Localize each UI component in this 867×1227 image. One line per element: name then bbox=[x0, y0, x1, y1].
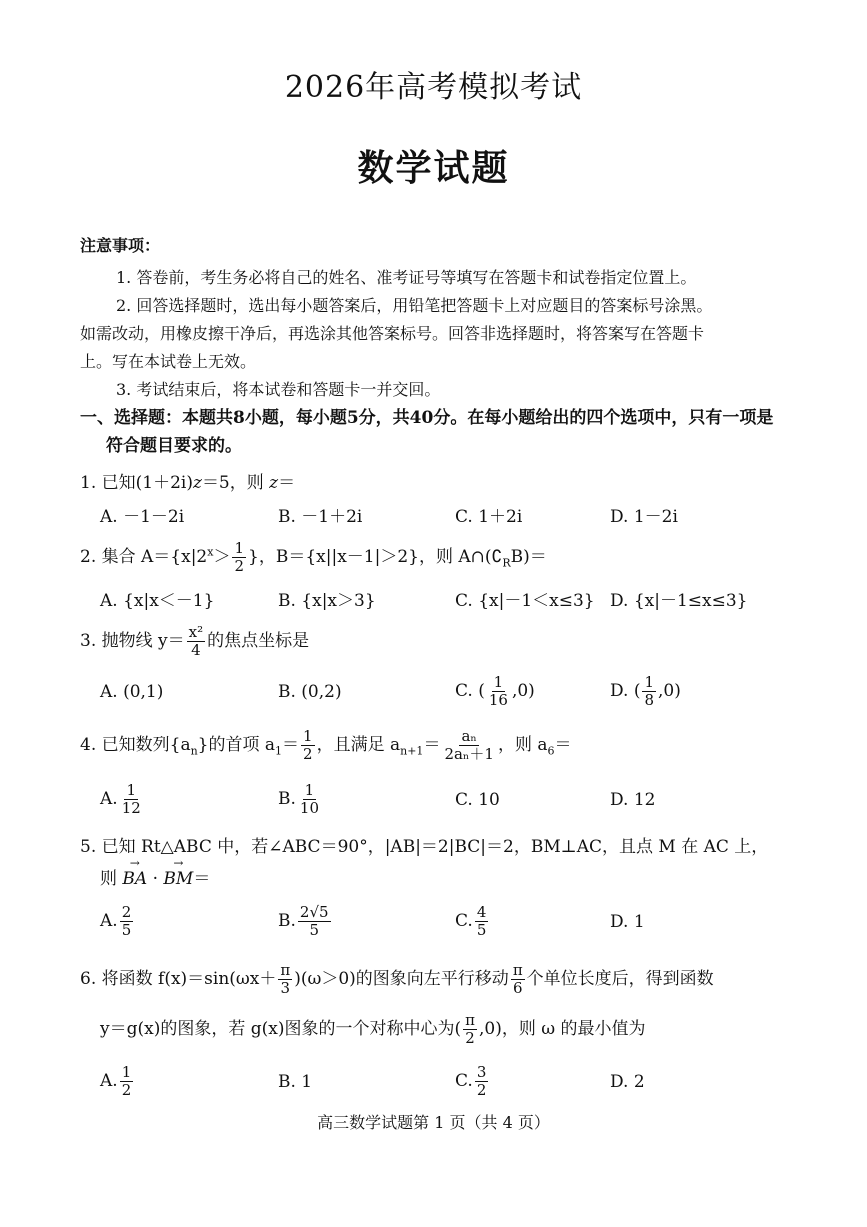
fraction: $\frac{\text{x²}}{4}$ bbox=[188, 623, 204, 659]
fraction: $\frac{\text{aₙ}}{\text{2aₙ＋1}}$ bbox=[444, 727, 494, 763]
fraction: $\frac{1}{10}$ bbox=[299, 781, 319, 817]
question-3-option-a: A. (0,1) bbox=[100, 682, 164, 702]
notice-line-1: 1. 答卷前，考生务必将自己的姓名、准考证号等填写在答题卡和试卷指定位置上。 bbox=[116, 268, 697, 287]
question-5-option-b: B. $\frac{2√5}{5}$ bbox=[278, 903, 329, 939]
vector-bm: → BM bbox=[163, 869, 193, 889]
fraction: $\frac{\pi}{6}$ bbox=[512, 961, 523, 997]
question-6-option-b: B. 1 bbox=[278, 1072, 313, 1092]
question-3-option-b: B. (0,2) bbox=[278, 682, 342, 702]
question-5-option-d: D. 1 bbox=[610, 912, 645, 932]
question-5-line-2: 则 → BA · → BM＝ bbox=[100, 864, 210, 889]
question-5-option-a: A. $\frac{2}{5}$ bbox=[100, 903, 132, 939]
question-6-option-c: C. $\frac{3}{2}$ bbox=[455, 1063, 487, 1099]
page-footer: 高三数学试题第 1 页（共 4 页） bbox=[317, 1113, 550, 1132]
notice-line-2-cont: 如需改动，用橡皮擦干净后，再选涂其他答案标号。回答非选择题时，将答案写在答题卡 bbox=[80, 324, 705, 343]
notice-line-2-end: 上。写在本试卷上无效。 bbox=[80, 352, 257, 371]
question-3-option-c: C. ( $\frac{1}{16}$ ,0) bbox=[455, 673, 535, 709]
fraction: $\frac{3}{2}$ bbox=[476, 1063, 487, 1099]
question-2-option-a: A. {x|x＜－1} bbox=[100, 591, 215, 611]
notice-line-3: 3. 考试结束后，将本试卷和答题卡一并交回。 bbox=[116, 380, 441, 399]
notice-line-2: 2. 回答选择题时，选出每小题答案后，用铅笔把答题卡上对应题目的答案标号涂黑。 bbox=[116, 296, 713, 315]
question-5-line-1: 5. 已知 Rt△ABC 中，若∠ABC＝90°，|AB|＝2|BC|＝2，BM⊥AC，且点 M 在 AC 上， bbox=[80, 837, 769, 857]
question-4-option-d: D. 12 bbox=[610, 790, 656, 810]
question-4-stem: 4. 已知数列$\{a_n\}$的首项 $a_1=$ $\frac{1}{2}$ ，且满足 $a_{n+1}=$ $\frac{\text{aₙ}}{\text{2aₙ＋1}}$ ，则 $a_6=$ bbox=[80, 727, 572, 763]
section-heading: 一、选择题：本题共8小题，每小题5分，共40分。在每小题给出的四个选项中，只有一项是 bbox=[80, 408, 774, 428]
question-2-option-b: B. {x|x＞3} bbox=[278, 591, 376, 611]
subject-title: 数学试题 bbox=[357, 147, 510, 189]
question-1-option-c: C. 1＋2i bbox=[455, 507, 523, 527]
fraction: $\frac{1}{16}$ bbox=[488, 673, 508, 709]
notice-heading: 注意事项： bbox=[80, 236, 161, 255]
fraction: $\frac{1}{8}$ bbox=[644, 673, 655, 709]
fraction: $\frac{4}{5}$ bbox=[476, 903, 487, 939]
question-6-option-d: D. 2 bbox=[610, 1072, 645, 1092]
question-3-stem: 3. 抛物线 y＝ $\frac{\text{x²}}{4}$ 的焦点坐标是 bbox=[80, 623, 310, 659]
question-6-line-1: 6. 将函数 f(x)＝sin(ωx＋ $\frac{\pi}{3}$ )(ω＞0)的图象向左平行移动 $\frac{\pi}{6}$ 个单位长度后，得到函数 bbox=[80, 961, 714, 997]
question-6-option-a: A. $\frac{1}{2}$ bbox=[100, 1063, 132, 1099]
question-2-option-c: C. {x|－1＜x≤3} bbox=[455, 591, 595, 611]
question-4-option-b: B. $\frac{1}{10}$ bbox=[278, 781, 319, 817]
vector-ba: → BA bbox=[122, 869, 147, 889]
fraction: $\frac{1}{2}$ bbox=[121, 1063, 132, 1099]
page-title: 2026年高考模拟考试 bbox=[284, 70, 583, 105]
fraction: $\frac{1}{2}$ bbox=[234, 539, 245, 575]
question-1-option-a: A. －1－2i bbox=[100, 507, 185, 527]
question-1-option-d: D. 1－2i bbox=[610, 507, 678, 527]
fraction: $\frac{\pi}{3}$ bbox=[280, 961, 291, 997]
question-1-stem: 1. 已知(1＋2i)z＝5，则 z＝ bbox=[80, 473, 296, 493]
question-4-option-a: A. $\frac{1}{12}$ bbox=[100, 781, 141, 817]
fraction: $\frac{1}{12}$ bbox=[121, 781, 141, 817]
fraction: $\frac{\pi}{2}$ bbox=[465, 1011, 475, 1047]
question-2-stem: 2. 集合 $A=\{x|2^x>$ $\frac{1}{2}$ }，B＝{x||x－1|＞2}，则 $A\cap(∁_RB)=$ bbox=[80, 539, 547, 575]
question-4-option-c: C. 10 bbox=[455, 790, 500, 810]
question-5-option-c: C. $\frac{4}{5}$ bbox=[455, 903, 487, 939]
question-1-option-b: B. －1＋2i bbox=[278, 507, 363, 527]
fraction: $\frac{1}{2}$ bbox=[303, 727, 313, 763]
question-3-option-d: D. ( $\frac{1}{8}$ ,0) bbox=[610, 673, 681, 709]
fraction: $\frac{2√5}{5}$ bbox=[299, 903, 329, 939]
question-6-line-2: y＝g(x)的图象，若 g(x)图象的一个对称中心为( $\frac{\pi}{2}$ ,0)，则 ω 的最小值为 bbox=[100, 1011, 646, 1047]
section-heading-cont: 符合题目要求的。 bbox=[106, 436, 242, 456]
fraction: $\frac{2}{5}$ bbox=[121, 903, 132, 939]
question-2-option-d: D. {x|－1≤x≤3} bbox=[610, 591, 748, 611]
